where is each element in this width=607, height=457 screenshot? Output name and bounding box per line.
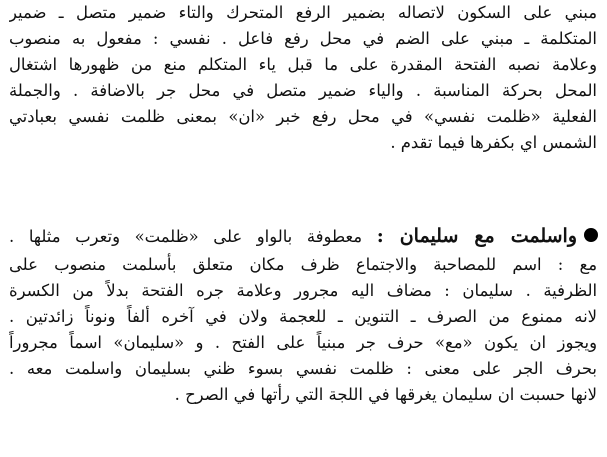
section-2-line-4: ويجوز ان يكون «مع» حرف جر مبنياً على الفتح . و «سليمان» اسماً مجروراً xyxy=(9,333,597,352)
paragraph-1-line-2: المتكلمة ـ مبني على الضم في محل رفع فاعل . نفسي : مفعول به منصوب xyxy=(9,29,597,48)
section-2-line-2: الظرفية . سليمان : مضاف اليه مجرور وعلامة جره الفتحة بدلاً من الكسرة xyxy=(9,281,597,300)
paragraph-1-line-5: الفعلية «ظلمت نفسي» في محل رفع خبر «ان» بمعنى ظلمت نفسي بعبادتي xyxy=(9,107,597,126)
paragraph-1-line-4: المحل بحركة المناسبة . والياء ضمير متصل في محل جر بالاضافة . والجملة xyxy=(9,81,597,100)
section-2-line-6: لانها حسبت ان سليمان يغرقها في اللجة التي رأتها في الصرح . xyxy=(174,385,597,404)
section-2-line-3: لانه ممنوع من الصرف ـ التنوين ـ للعجمة ولان في آخره ألفاً ونوناً زائدتين . xyxy=(9,307,597,326)
section-2-heading-line xyxy=(9,222,577,250)
section-2-heading: واسلمت مع سليمان : xyxy=(376,225,577,247)
paragraph-1-line-6: الشمس اي بكفرها فيما تقدم . xyxy=(390,133,597,152)
section-2-line-5: بحرف الجر على معنى : ظلمت نفسي بسوء ظني بسليمان واسلمت معه . xyxy=(9,359,597,378)
section-2-heading-rest: معطوفة بالواو على «ظلمت» وتعرب مثلها . xyxy=(9,227,377,246)
section-2-line-1: مع : اسم للمصاحبة والاجتماع ظرف مكان متعلق بأسلمت منصوب على xyxy=(9,255,597,274)
paragraph-1-line-3: وعلامة نصبه الفتحة المقدرة على ما قبل ياء المتكلم منع من ظهورها اشتغال xyxy=(9,55,597,74)
paragraph-1-line-1: مبني على السكون لاتصاله بضمير الرفع المتحرك والتاء ضمير متصل ـ ضمير xyxy=(9,3,597,22)
bullet-icon xyxy=(584,228,598,242)
